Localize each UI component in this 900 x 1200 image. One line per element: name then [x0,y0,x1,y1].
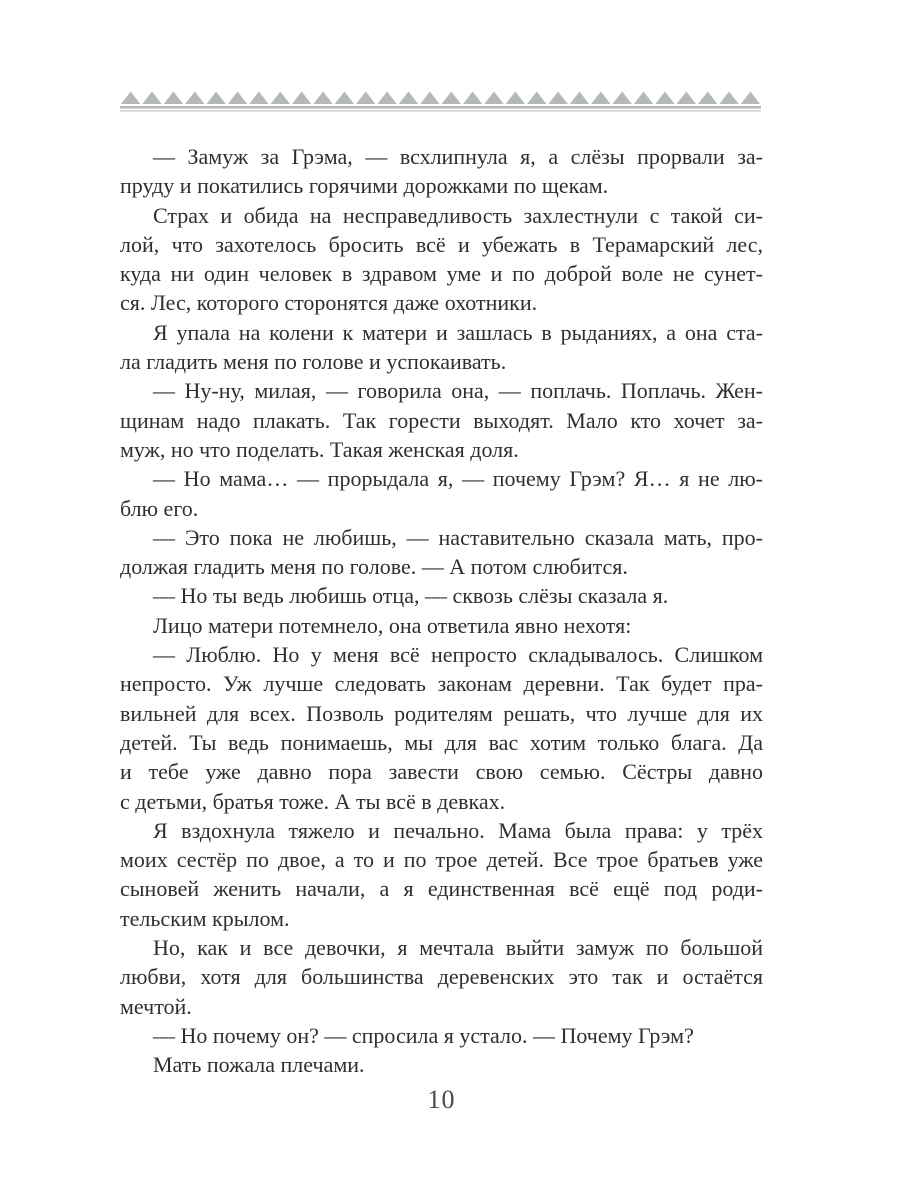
text-line: должая гладить меня по голове. — А потом слюбится. [120,554,628,580]
text-line: — Замуж за Грэма, — всхлипнула я, а слёзы прорвали за- [153,144,763,169]
text-block [120,142,763,1080]
paragraph [120,933,763,1021]
page-number: 10 [427,1085,456,1114]
text-line: — Люблю. Но у меня всё непросто складывалось. Слишком [153,642,763,668]
text-line: — Но почему он? — спросила я устало. — Почему Грэм? [153,1022,694,1048]
paragraph [120,464,763,523]
text-line: с детьми, братья тоже. А ты всё в девках. [120,788,506,814]
paragraph [120,376,763,464]
paragraph [120,611,763,640]
paragraph [120,1050,763,1079]
text-line: Я упала на колени к матери и зашлась в рыданиях, а она ста- [153,319,763,345]
text-line: тельским крылом. [120,905,290,931]
text-line: щинам надо плакать. Так горести выходят. Мало кто хочет за- [120,407,763,433]
text-line: блю его. [120,495,199,521]
text-line: ла гладить меня по голове и успокаивать. [120,349,507,375]
paragraph [120,201,763,318]
text-line: мечтой. [120,993,192,1019]
paragraph [120,1021,763,1050]
text-line: — Ну-ну, милая, — говорила она, — поплачь. Поплачь. Жен- [153,378,763,404]
text-line: Но, как и все девочки, я мечтала выйти замуж по большой [153,935,763,961]
ornament-border [120,90,761,112]
paragraph [120,640,763,816]
text-line: вильней для всех. Позволь родителям решать, что лучше для их [120,700,763,726]
text-line: Страх и обида на несправедливость захлестнули с такой си- [153,202,763,228]
text-line: — Это пока не любишь, — наставительно сказала мать, про- [153,524,763,550]
text-line: — Но мама… — прорыдала я, — почему Грэм? Я… я не лю- [153,466,763,492]
text-line: непросто. Уж лучше следовать законам деревни. Так будет пра- [120,671,763,697]
text-line: ся. Лес, которого сторонятся даже охотники. [120,290,538,316]
text-line: Я вздохнула тяжело и печально. Мама была права: у трёх [153,817,763,843]
text-line: — Но ты ведь любишь отца, — сквозь слёзы сказала я. [153,583,669,609]
paragraph [120,318,763,377]
text-line: муж, но что поделать. Такая женская доля. [120,436,519,462]
paragraph [120,816,763,933]
text-line: пруду и покатились горячими дорожками по щекам. [120,173,609,199]
paragraph [120,142,763,201]
text-line: любви, хотя для большинства деревенских это так и остаётся [120,964,763,990]
text-line: детей. Ты ведь понимаешь, мы для вас хотим только блага. Да [120,729,763,755]
paragraph [120,581,763,610]
text-line: и тебе уже давно пора завести свою семью. Сёстры давно [120,759,763,785]
text-line: куда ни один человек в здравом уме и по доброй воле не сунет- [120,261,763,287]
triangle-band-icon [120,90,761,112]
text-line: сыновей женить начали, а я единственная всё ещё под роди- [120,876,763,902]
paragraph [120,523,763,582]
text-line: Лицо матери потемнело, она ответила явно нехотя: [153,612,632,638]
text-line: моих сестёр по двое, а то и по трое детей. Все трое братьев уже [120,847,763,873]
text-line: Мать пожала плечами. [153,1052,365,1078]
text-line: лой, что захотелось бросить всё и убежать в Терамарский лес, [120,231,763,257]
